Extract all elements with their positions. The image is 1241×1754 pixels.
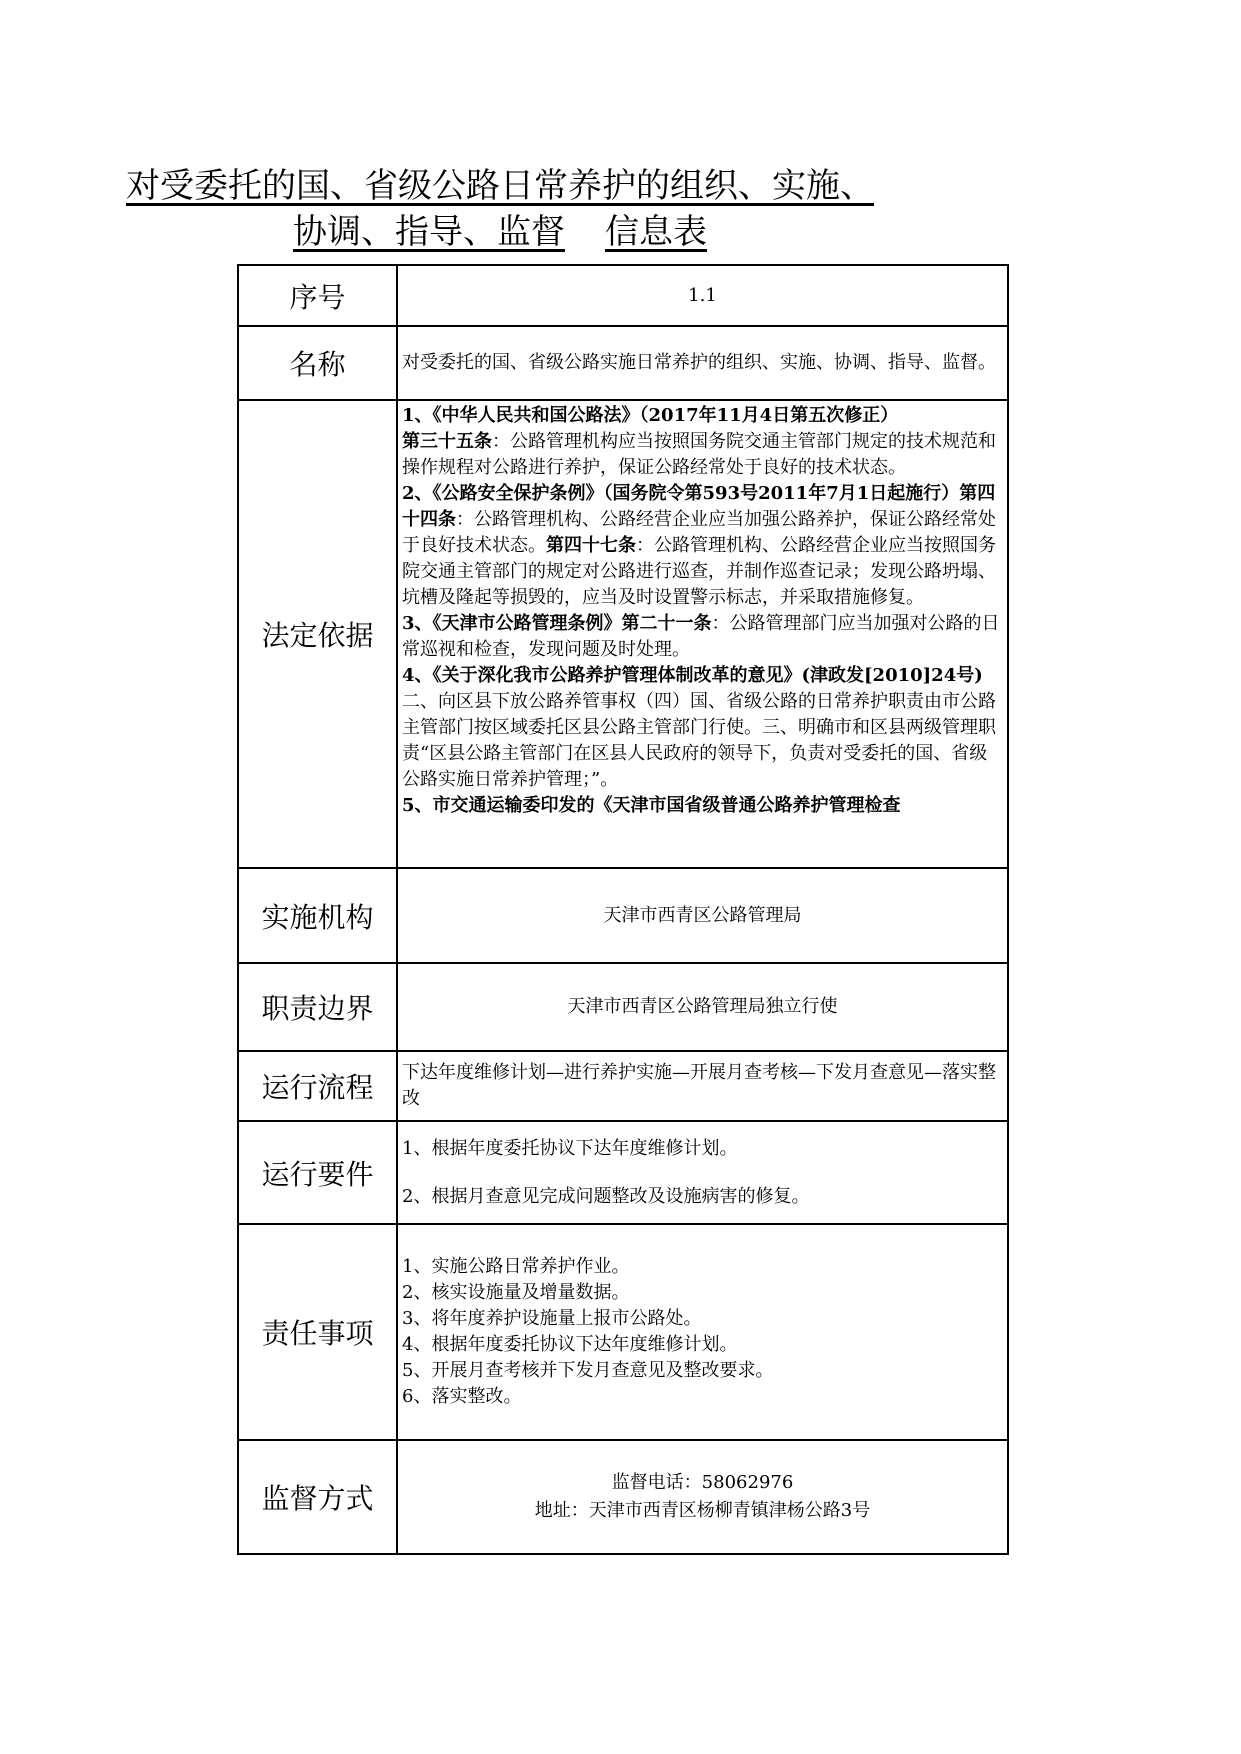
row-boundary <box>238 963 1008 1051</box>
value-requirements <box>397 1121 1008 1224</box>
value-seq: 1.1 <box>397 265 1008 326</box>
supervision-address: 地址：天津市西青区杨柳青镇津杨公路3号 <box>534 1500 871 1521</box>
value-agency: 天津市西青区公路管理局 <box>397 868 1008 963</box>
row-name <box>238 326 1008 400</box>
value-process: 下达年度维修计划—进行养护实施—开展月查考核—下发月查意见—落实整改 <box>397 1051 1008 1121</box>
label-supervision: 监督方式 <box>238 1440 397 1554</box>
value-responsibilities <box>397 1224 1008 1440</box>
requirement-item: 1、根据年度委托协议下达年度维修计划。 <box>402 1137 738 1159</box>
label-process: 运行流程 <box>238 1051 397 1121</box>
supervision-phone: 监督电话：58062976 <box>611 1472 794 1493</box>
row-responsibilities <box>238 1224 1008 1440</box>
label-seq: 序号 <box>238 265 397 326</box>
value-supervision <box>397 1440 1008 1554</box>
requirement-item: 2、根据月查意见完成问题整改及设施病害的修复。 <box>402 1185 810 1207</box>
row-agency <box>238 868 1008 963</box>
responsibility-item: 5、开展月查考核并下发月查意见及整改要求。 <box>402 1360 774 1381</box>
row-requirements <box>238 1121 1008 1224</box>
responsibility-item: 6、落实整改。 <box>402 1386 522 1407</box>
responsibility-item: 4、根据年度委托协议下达年度维修计划。 <box>402 1334 738 1355</box>
info-table <box>237 264 1009 1555</box>
value-basis: 1、《中华人民共和国公路法》（2017年11月4日第五次修正） 第三十五条：公路管理机构应当按照国务院交通主管部门规定的技术规范和操作规程对公路进行养护，保证公路经常处于良好的技术状态。 2、《公路安全保护条例》（国务院令第593号2011年7月1日起施行）第四十四条：公路管理机构、公路经营企业应当加强公路养护，保证公路经常处于良好技术状态。第四十七条：公路管理机构、公路经营企业应当按照国务院交通主管部门的规定对公路进行巡查，并制作巡查记录；发现公路坍塌、坑槽及隆起等损毁的，应当及时设置警示标志，并采取措施修复。 3、《天津市公路管理条例》第二十一条：公路管理部门应当加强对公路的日常巡视和检查，发现问题及时处理。 4、《关于深化我市公路养护管理体制改革的意见》(津政发[2010]24号)二、向区县下放公路养管事权（四）国、省级公路的日常养护职责由市公路主管部门按区域委托区县公路主管部门行使。三、明确市和区县两级管理职责“区县公路主管部门在区县人民政府的领导下，负责对受委托的国、省级公路实施日常养护管理；”。 5、市交通运输委印发的《天津市国省级普通公路养护管理检查 <box>397 400 1008 868</box>
responsibility-item: 1、实施公路日常养护作业。 <box>402 1256 630 1277</box>
label-boundary: 职责边界 <box>238 963 397 1051</box>
document-title <box>0 165 1000 253</box>
row-process <box>238 1051 1008 1121</box>
title-line-2: 协调、指导、监督 信息表 <box>293 212 707 252</box>
row-supervision <box>238 1440 1008 1554</box>
value-boundary: 天津市西青区公路管理局独立行使 <box>397 963 1008 1051</box>
value-name: 对受委托的国、省级公路实施日常养护的组织、实施、协调、指导、监督。 <box>397 326 1008 400</box>
label-basis: 法定依据 <box>238 400 397 868</box>
title-line-1: 对受委托的国、省级公路日常养护的组织、实施、 <box>126 166 874 206</box>
responsibility-item: 3、将年度养护设施量上报市公路处。 <box>402 1308 702 1329</box>
label-requirements: 运行要件 <box>238 1121 397 1224</box>
row-seq <box>238 265 1008 326</box>
label-name: 名称 <box>238 326 397 400</box>
label-responsibilities: 责任事项 <box>238 1224 397 1440</box>
label-agency: 实施机构 <box>238 868 397 963</box>
responsibility-item: 2、核实设施量及增量数据。 <box>402 1282 630 1303</box>
row-basis <box>238 400 1008 868</box>
